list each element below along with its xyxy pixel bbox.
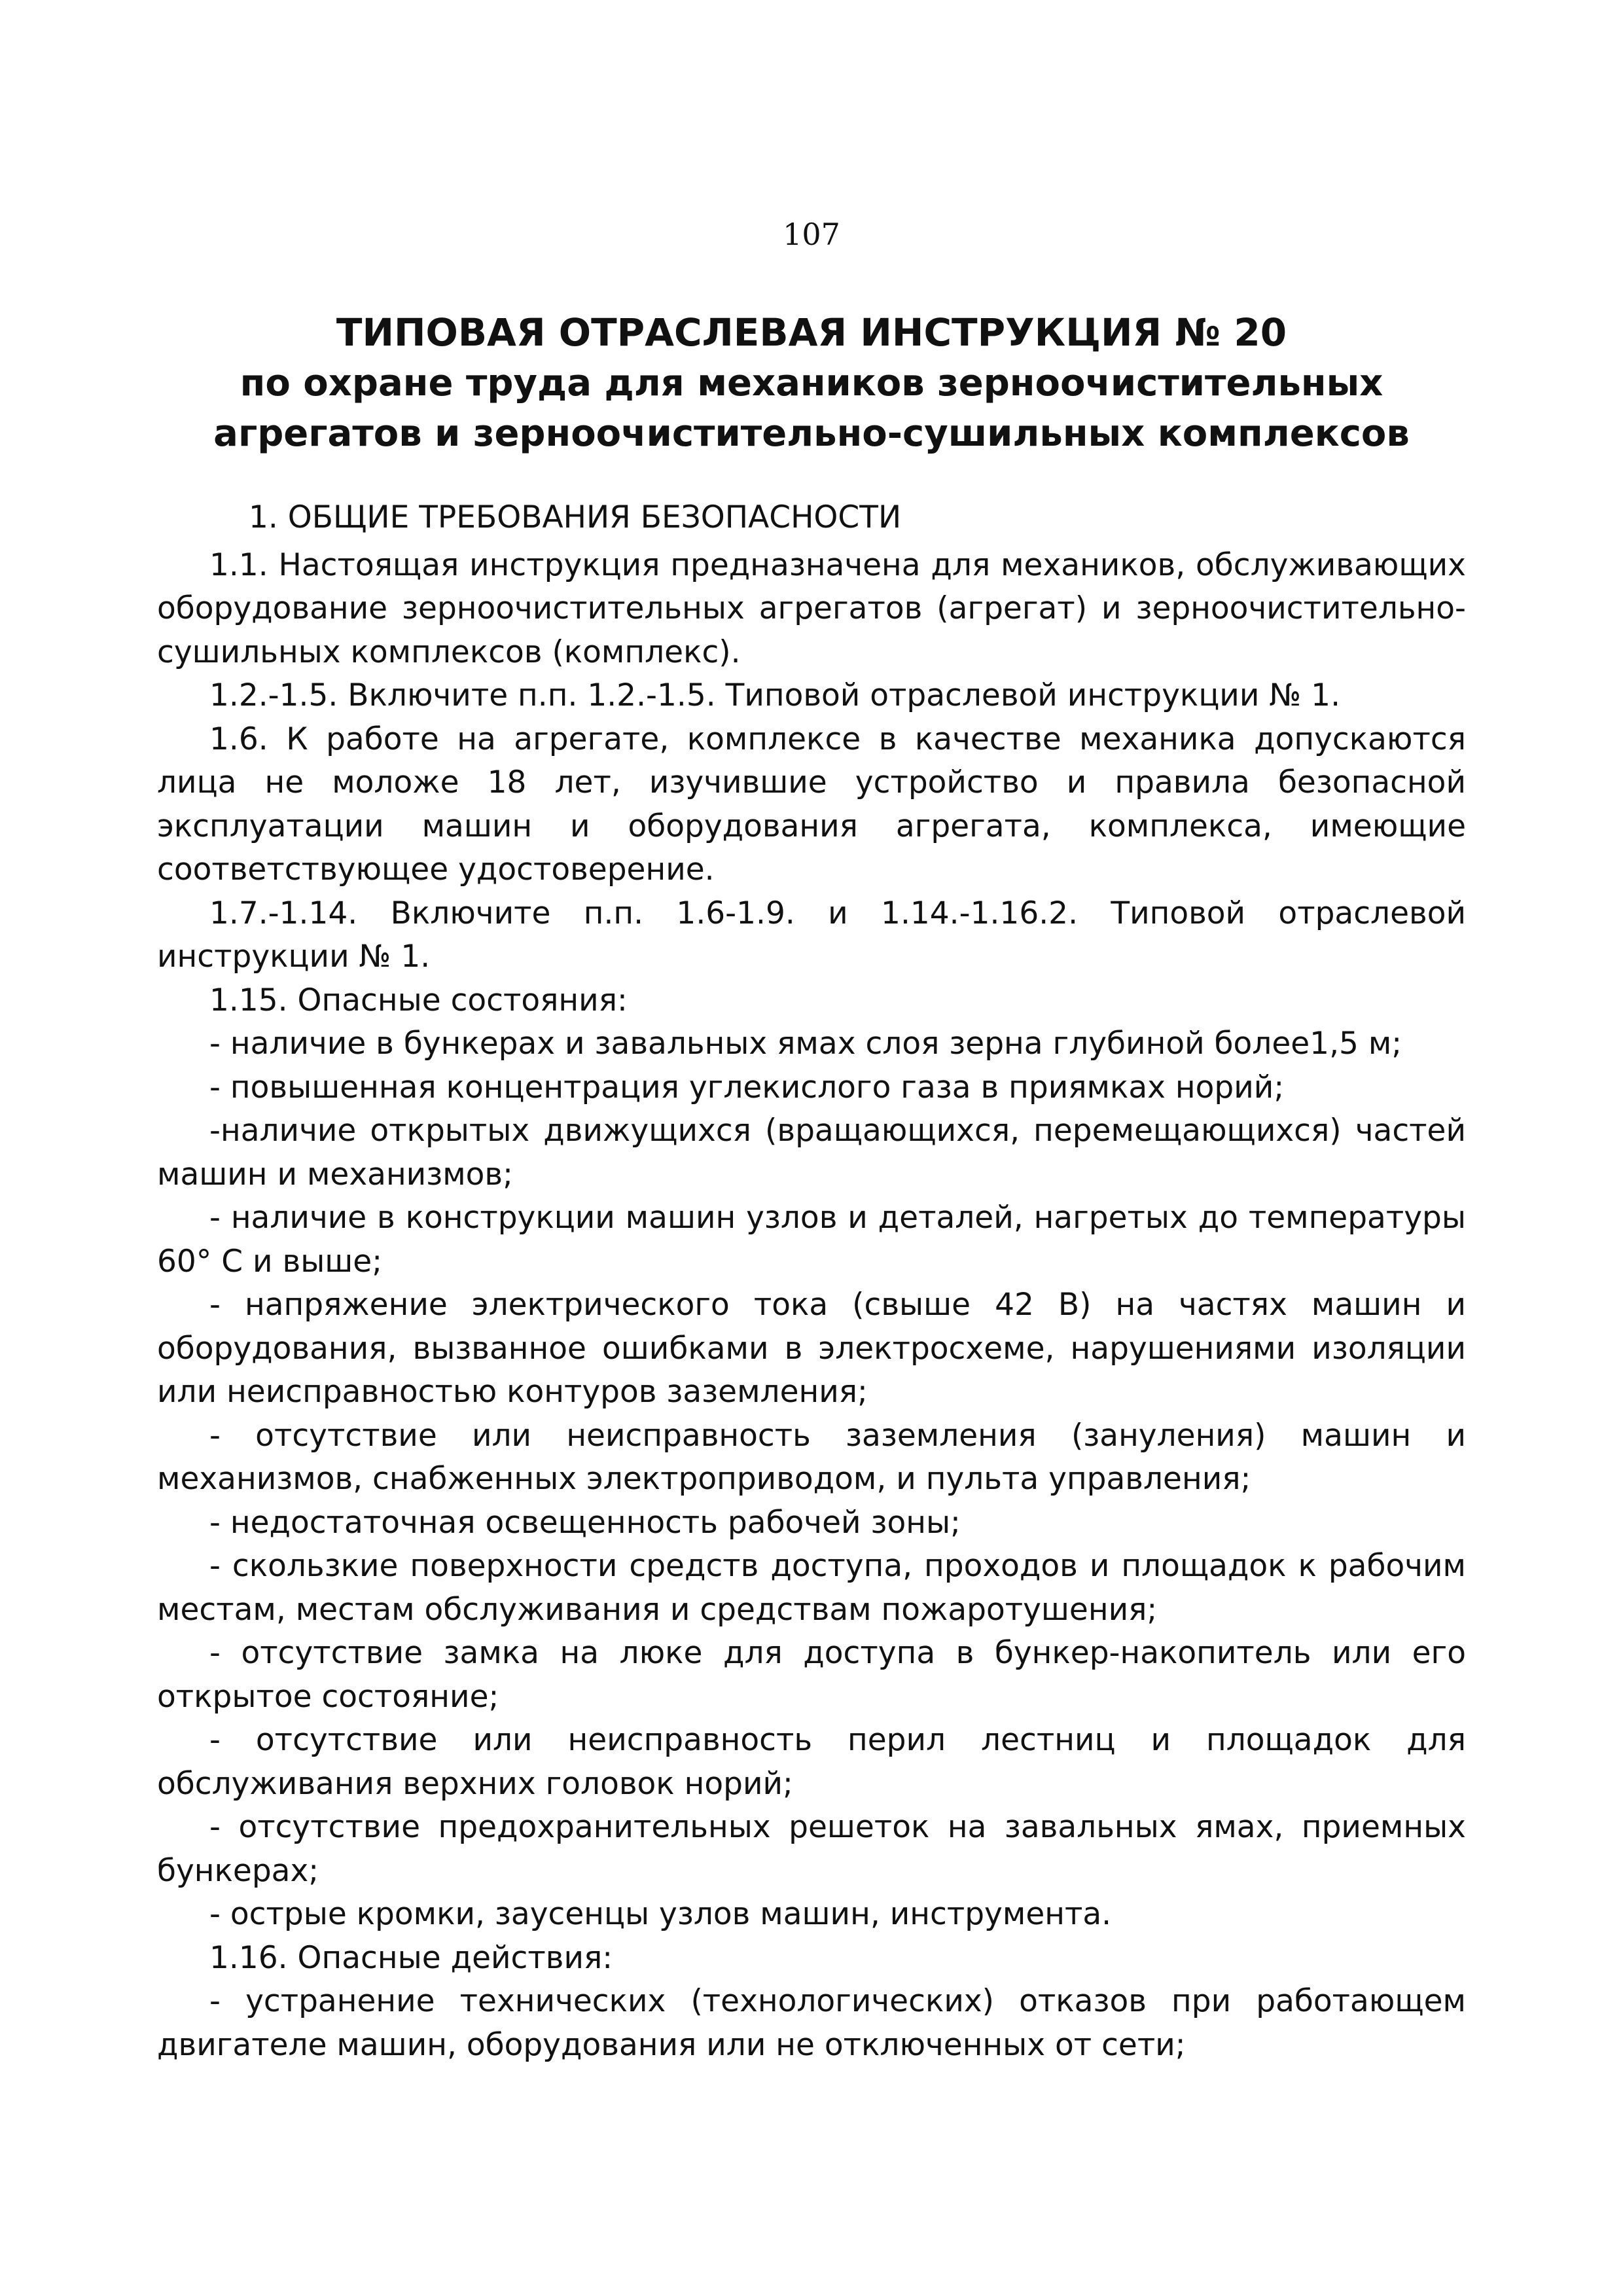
list-item: - отсутствие замка на люке для доступа в бункер-накопитель или его открытое состояние; <box>157 1635 1466 1715</box>
paragraph-1-2: 1.2.-1.5. Включите п.п. 1.2.-1.5. Типовой отраслевой инструкции № 1. <box>209 677 1341 713</box>
list-item: - напряжение электрического тока (свыше 42 В) на частях машин и оборудования, вызванное ошибками в электросхеме, нарушениями изоляции или неисправностью контуров заземления; <box>157 1287 1466 1410</box>
list-item: - отсутствие или неисправность заземления (зануления) машин и механизмов, снабженных электроприводом, и пульта управления; <box>157 1417 1466 1497</box>
paragraph-1-6: 1.6. К работе на агрегате, комплексе в качестве механика допускаются лица не моложе 18 лет, изучившие устройство и правила безопасной эксплуатации машин и оборудования агрегата, комплекса, имеющие соответствующее удостоверение. <box>157 721 1466 888</box>
list-item: -наличие открытых движущихся (вращающихся, перемещающихся) частей машин и механизмов; <box>157 1113 1466 1193</box>
list-item: - наличие в бункерах и завальных ямах слоя зерна глубиной более1,5 м; <box>209 1026 1402 1062</box>
list-item: - отсутствие предохранительных решеток на завальных ямах, приемных бункерах; <box>157 1809 1466 1889</box>
paragraph-1-15: 1.15. Опасные состояния: <box>209 982 628 1018</box>
document-body <box>157 496 1466 2067</box>
paragraph-1-7: 1.7.-1.14. Включите п.п. 1.6-1.9. и 1.14.-1.16.2. Типовой отраслевой инструкции № 1. <box>157 895 1466 975</box>
document-page <box>157 0 1466 2296</box>
list-item: - острые кромки, заусенцы узлов машин, инструмента. <box>209 1896 1112 1932</box>
list-item: - отсутствие или неисправность перил лестниц и площадок для обслуживания верхних головок норий; <box>157 1722 1466 1802</box>
section-heading: 1. ОБЩИЕ ТРЕБОВАНИЯ БЕЗОПАСНОСТИ <box>249 499 902 535</box>
paragraph-1-16: 1.16. Опасные действия: <box>209 1939 613 1976</box>
list-item: - скользкие поверхности средств доступа, проходов и площадок к рабочим местам, местам обслуживания и средствам пожаротушения; <box>157 1548 1466 1628</box>
list-item: - устранение технических (технологических) отказов при работающем двигателе машин, оборудования или не отключенных от сети; <box>157 1983 1466 2063</box>
document-title <box>157 308 1466 459</box>
title-line-subtitle: по охране труда для механиков зерноочистительных агрегатов и зерноочистительно-сушильных комплексов <box>213 362 1410 455</box>
title-line-main: ТИПОВАЯ ОТРАСЛЕВАЯ ИНСТРУКЦИЯ № 20 <box>336 310 1287 355</box>
paragraph-1-1: 1.1. Настоящая инструкция предназначена для механиков, обслуживающих оборудование зерноочистительных агрегатов (агрегат) и зерноочистительно-сушильных комплексов (комплекс). <box>157 547 1466 670</box>
list-item: - наличие в конструкции машин узлов и деталей, нагретых до температуры 60° С и выше; <box>157 1200 1466 1280</box>
page-number: 107 <box>783 217 840 252</box>
list-item: - повышенная концентрация углекислого газа в приямках норий; <box>209 1069 1285 1105</box>
list-item: - недостаточная освещенность рабочей зоны; <box>209 1504 961 1541</box>
